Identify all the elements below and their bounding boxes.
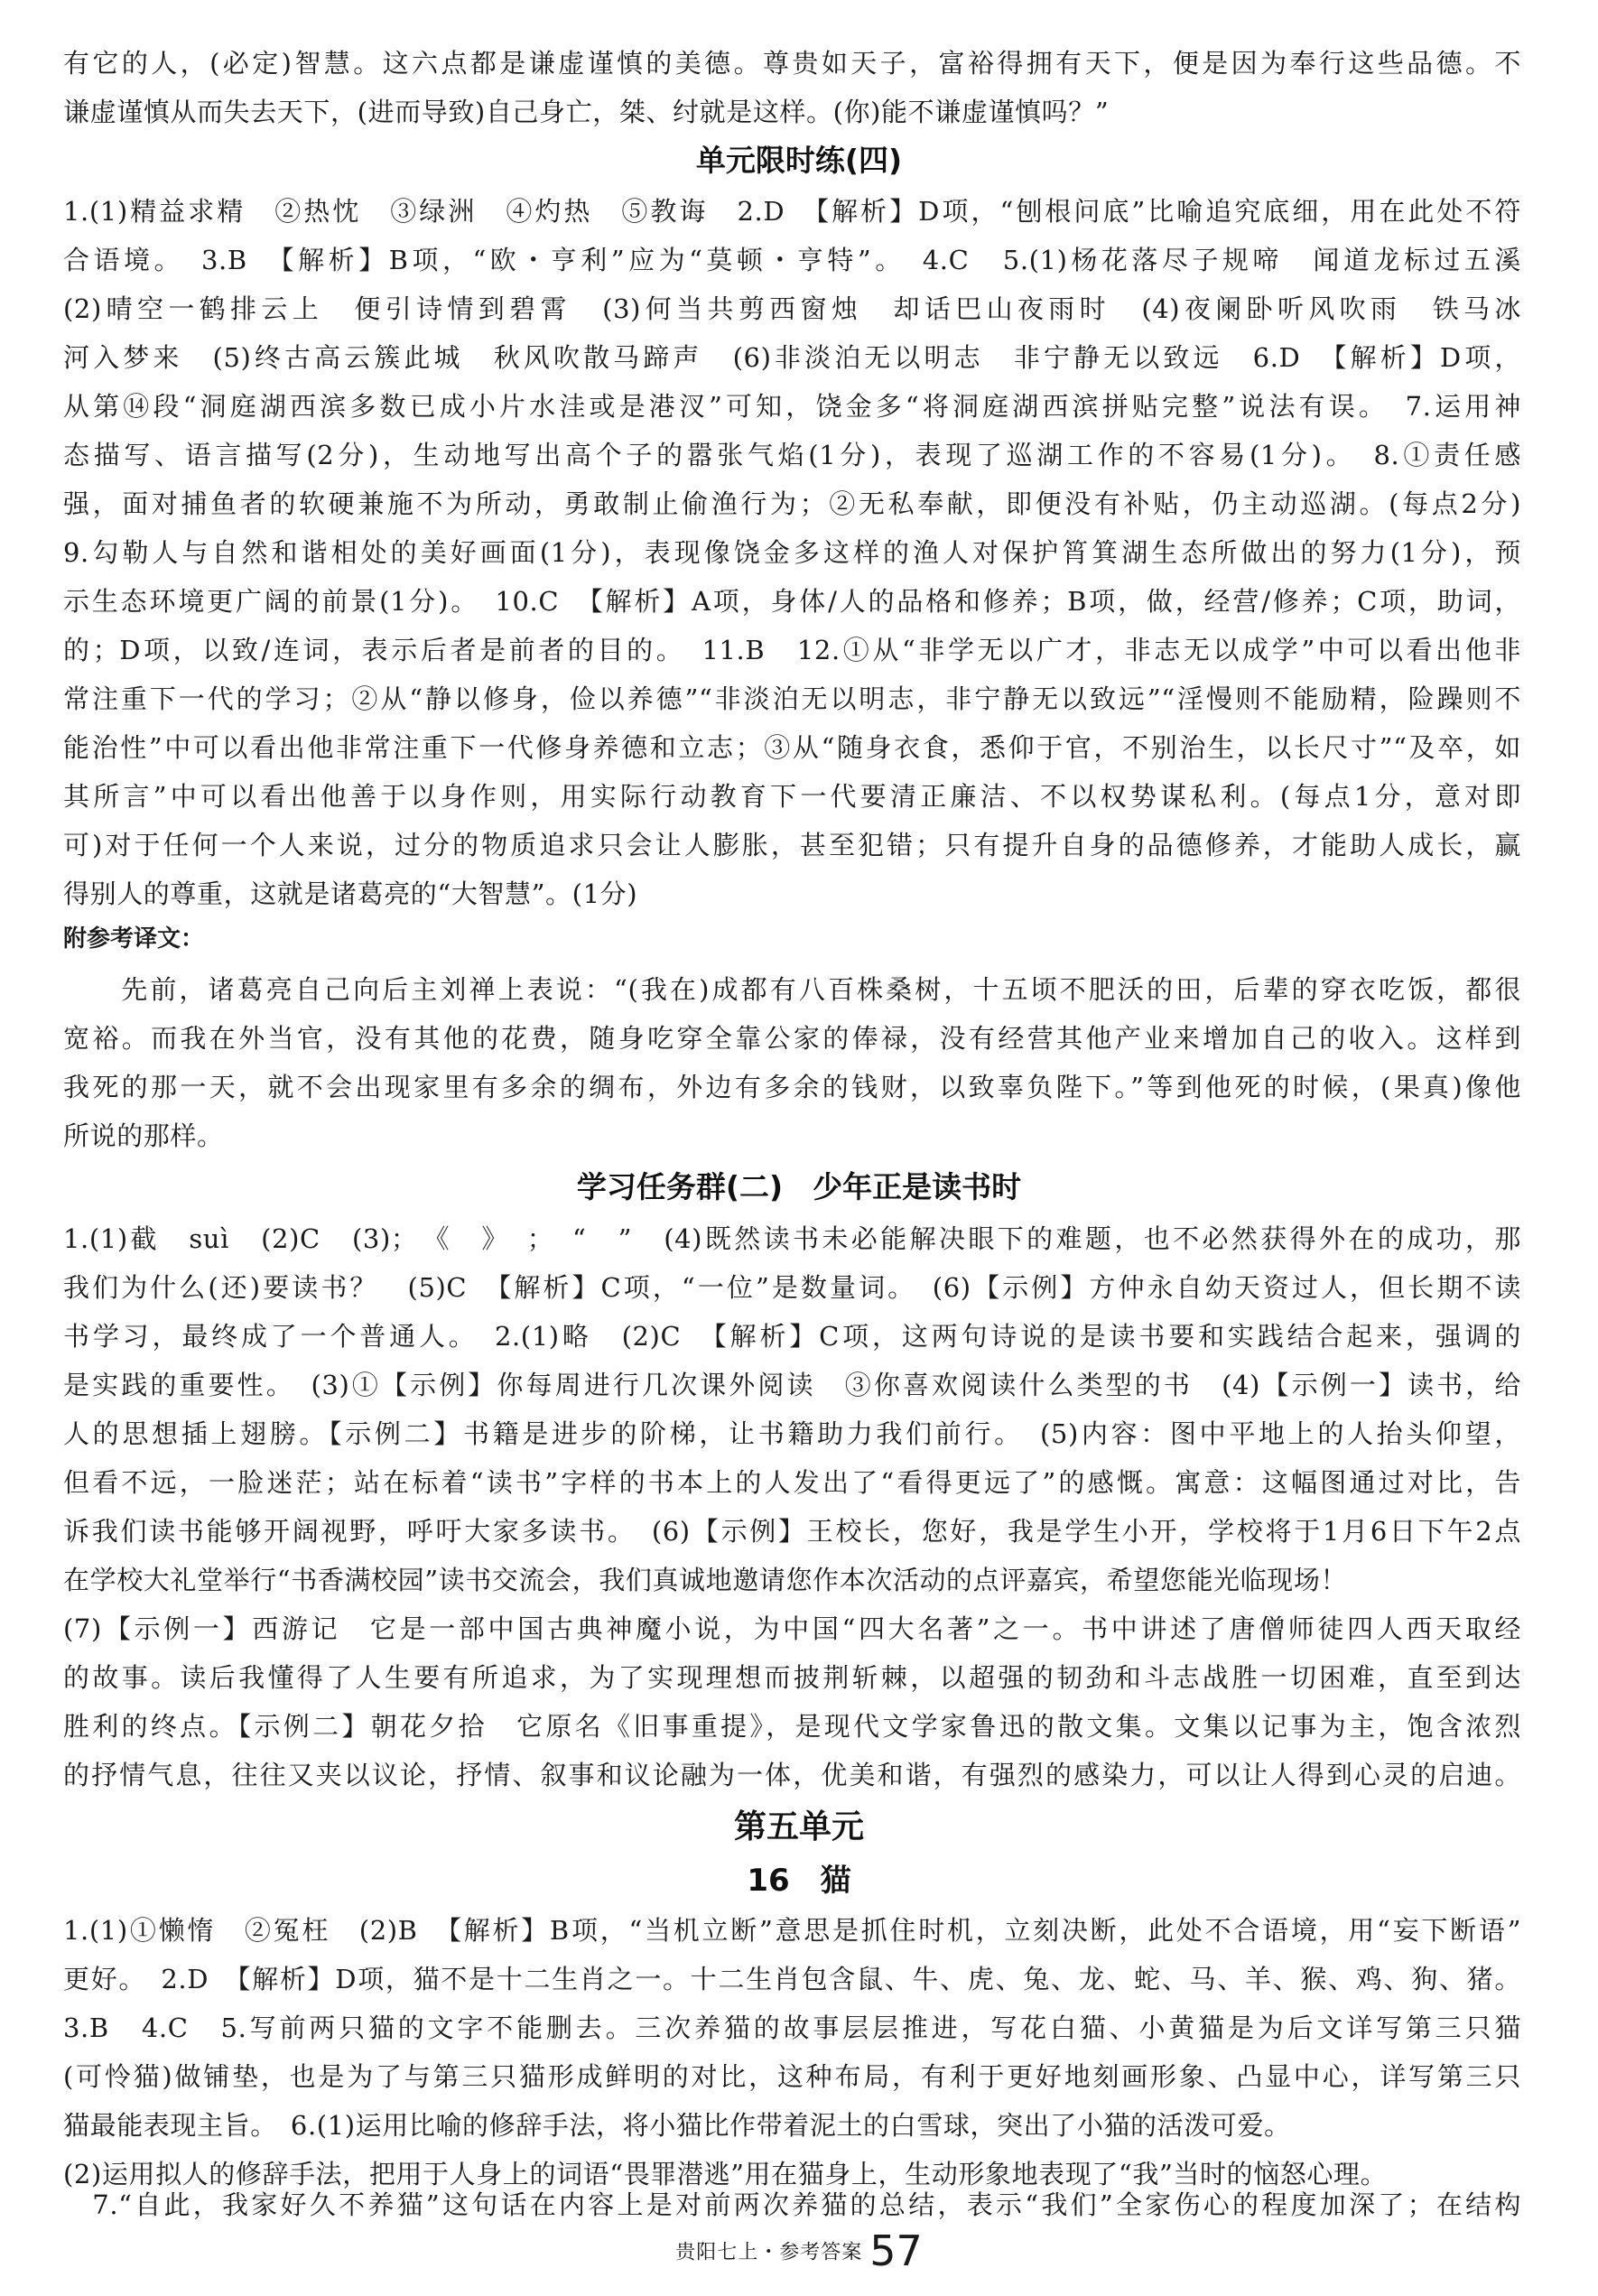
text-line: 我们为什么(还)要读书？ (5)C 【解析】C项，“一位”是数量词。 (6)【示例】方仲永自幼天资过人，但长期不读 (63, 1272, 1521, 1303)
text-line: 其所言”中可以看出他善于以身作则，用实际行动教育下一代要清正廉洁、不以权势谋私利。(每点1分，意对即 (63, 781, 1521, 812)
page-footer (0, 2226, 1598, 2275)
text-line: 我死的那一天，就不会出现家里有多余的绸布，外边有多余的钱财，以致辜负陛下。”等到他死的时候，(果真)像他 (63, 1072, 1521, 1102)
text-line: (可怜猫)做铺垫，也是为了与第三只猫形成鲜明的对比，这种布局，有利于更好地刻画形象、凸显中心，详写第三只 (63, 2061, 1521, 2092)
text-line: 宽裕。而我在外当官，没有其他的花费，随身吃穿全靠公家的俸禄，没有经营其他产业来增加自己的收入。这样到 (63, 1023, 1521, 1054)
page-number: 57 (869, 2226, 923, 2275)
text-line: 有它的人，(必定)智慧。这六点都是谦虚谨慎的美德。尊贵如天子，富裕得拥有天下，便是因为奉行这些品德。不 (63, 48, 1521, 79)
text-line: 可)对于任何一个人来说，过分的物质追求只会让人膨胀，甚至犯错；只有提升自身的品德修养，才能助人成长，赢 (63, 830, 1521, 860)
section-title-unit-test: 单元限时练(四) (695, 143, 903, 178)
text-line: 诉我们读书能够开阔视野，呼吁大家多读书。 (6)【示例】王校长，您好，我是学生小开，学校将于1月6日下午2点 (63, 1516, 1521, 1547)
text-line: 人的思想插上翅膀。【示例二】书籍是进步的阶梯，让书籍助力我们前行。 (5)内容：图中平地上的人抬头仰望， (63, 1418, 1521, 1449)
section-title-task-group: 学习任务群(二) 少年正是读书时 (576, 1169, 1022, 1204)
text-line: 的抒情气息，往往又夹以议论，抒情、叙事和议论融为一体，优美和谐，有强烈的感染力，可以让人得到心灵的启迪。 (63, 1760, 1521, 1790)
text-line: 在学校大礼堂举行“书香满校园”读书交流会，我们真诚地邀请您作本次活动的点评嘉宾，希望您能光临现场！ (63, 1565, 1348, 1595)
text-line: 的；D项，以致/连词，表示后者是前者的目的。 11.B 12.①从“非学无以广才，非志无以成学”中可以看出他非 (63, 635, 1521, 665)
text-line: 示生态环境更广阔的前景(1分)。 10.C 【解析】A项，身体/人的品格和修养；B项，做，经营/修养；C项，助词， (63, 586, 1521, 617)
text-line: 7.“自此，我家好久不养猫”这句话在内容上是对前两次养猫的总结，表示“我们”全家伤心的程度加深了；在结构 (63, 2189, 1521, 2220)
text-line: 能治性”中可以看出他非常注重下一代修身养德和立志；③从“随身衣食，悉仰于官，不别治生，以长尺寸”“及卒，如 (63, 732, 1521, 763)
unit-title: 第五单元 (733, 1808, 864, 1845)
text-line: 合语境。 3.B 【解析】B项，“欧・亨利”应为“莫顿・亨特”。 4.C 5.(1)杨花落尽子规啼 闻道龙标过五溪 (63, 245, 1521, 275)
text-line: 9.勾勒人与自然和谐相处的美好画面(1分)，表现像饶金多这样的渔人对保护筲箕湖生态所做出的努力(1分)，预 (63, 537, 1521, 568)
text-line: 1.(1)精益求精 ②热忱 ③绿洲 ④灼热 ⑤教诲 2.D 【解析】D项，“刨根问底”比喻追究底细，用在此处不符 (63, 196, 1521, 227)
text-line: 胜利的终点。【示例二】朝花夕拾 它原名《旧事重提》，是现代文学家鲁迅的散文集。文集以记事为主，饱含浓烈 (63, 1711, 1521, 1742)
text-line: 谦虚谨慎从而失去天下，(进而导致)自己身亡，桀、纣就是这样。(你)能不谦虚谨慎吗？” (63, 97, 1110, 127)
text-line: 河入梦来 (5)终古高云簇此城 秋风吹散马蹄声 (6)非淡泊无以明志 非宁静无以致远 6.D 【解析】D项， (63, 342, 1521, 373)
text-line: 1.(1)①懒惰 ②冤枉 (2)B 【解析】B项，“当机立断”意思是抓住时机，立刻决断，此处不合语境，用“妄下断语” (63, 1915, 1521, 1946)
text-line: 所说的那样。 (63, 1120, 224, 1151)
text-line: 得别人的尊重，这就是诸葛亮的“大智慧”。(1分) (63, 878, 638, 909)
text-line: (2)晴空一鹤排云上 便引诗情到碧霄 (3)何当共剪西窗烛 却话巴山夜雨时 (4)夜阑卧听风吹雨 铁马冰 (63, 293, 1521, 324)
text-line: 是实践的重要性。 (3)①【示例】你每周进行几次课外阅读 ③你喜欢阅读什么类型的书 (4)【示例一】读书，给 (63, 1370, 1521, 1400)
lesson-title: 16 猫 (747, 1863, 851, 1899)
text-line: 猫最能表现主旨。 6.(1)运用比喻的修辞手法，将小猫比作带着泥土的白雪球，突出了小猫的活泼可爱。 (63, 2110, 1291, 2141)
text-line: 态描写、语言描写(2分)，生动地写出高个子的嚣张气焰(1分)，表现了巡湖工作的不容易(1分)。 8.①责任感 (63, 440, 1521, 470)
text-line: 先前，诸葛亮自己向后主刘禅上表说：“(我在)成都有八百株桑树，十五顷不肥沃的田，后辈的穿衣吃饭，都很 (63, 974, 1521, 1005)
text-line: 从第⑭段“洞庭湖西滨多数已成小片水洼或是港汊”可知，饶金多“将洞庭湖西滨拼贴完整”说法有误。 7.运用神 (63, 391, 1521, 422)
text-line: 更好。 2.D 【解析】D项，猫不是十二生肖之一。十二生肖包含鼠、牛、虎、兔、龙、蛇、马、羊、猴、鸡、狗、猪。 (63, 1964, 1521, 1994)
footer-text: 贵阳七上・参考答案 (675, 2241, 863, 2264)
text-line: 1.(1)截 suì (2)C (3)； 《 》 ； “ ” (4)既然读书未必能解决眼下的难题，也不必然获得外在的成功，那 (63, 1223, 1521, 1254)
text-line: 常注重下一代的学习；②从“静以修身，俭以养德”“非淡泊无以明志，非宁静无以致远”“淫慢则不能励精，险躁则不 (63, 683, 1521, 714)
text-line: (2)运用拟人的修辞手法，把用于人身上的词语“畏罪潜逃”用在猫身上，生动形象地表现了“我”当时的恼怒心理。 (63, 2159, 1388, 2189)
text-line: 3.B 4.C 5.写前两只猫的文字不能删去。三次养猫的故事层层推进，写花白猫、小黄猫是为后文详写第三只猫 (63, 2012, 1521, 2043)
translation-label: 附参考译文： (63, 925, 205, 953)
text-line: 强，面对捕鱼者的软硬兼施不为所动，勇敢制止偷渔行为；②无私奉献，即便没有补贴，仍主动巡湖。(每点2分) (63, 488, 1521, 519)
text-line: 书学习，最终成了一个普通人。 2.(1)略 (2)C 【解析】C项，这两句诗说的是读书要和实践结合起来，强调的 (63, 1321, 1521, 1352)
text-line: 的故事。读后我懂得了人生要有所追求，为了实现理想而披荆斩棘，以超强的韧劲和斗志战胜一切困难，直至到达 (63, 1662, 1521, 1693)
text-line: 但看不远，一脸迷茫；站在标着“读书”字样的书本上的人发出了“看得更远了”的感慨。寓意：这幅图通过对比，告 (63, 1467, 1521, 1498)
text-line: (7)【示例一】西游记 它是一部中国古典神魔小说，为中国“四大名著”之一。书中讲述了唐僧师徒四人西天取经 (63, 1613, 1521, 1644)
